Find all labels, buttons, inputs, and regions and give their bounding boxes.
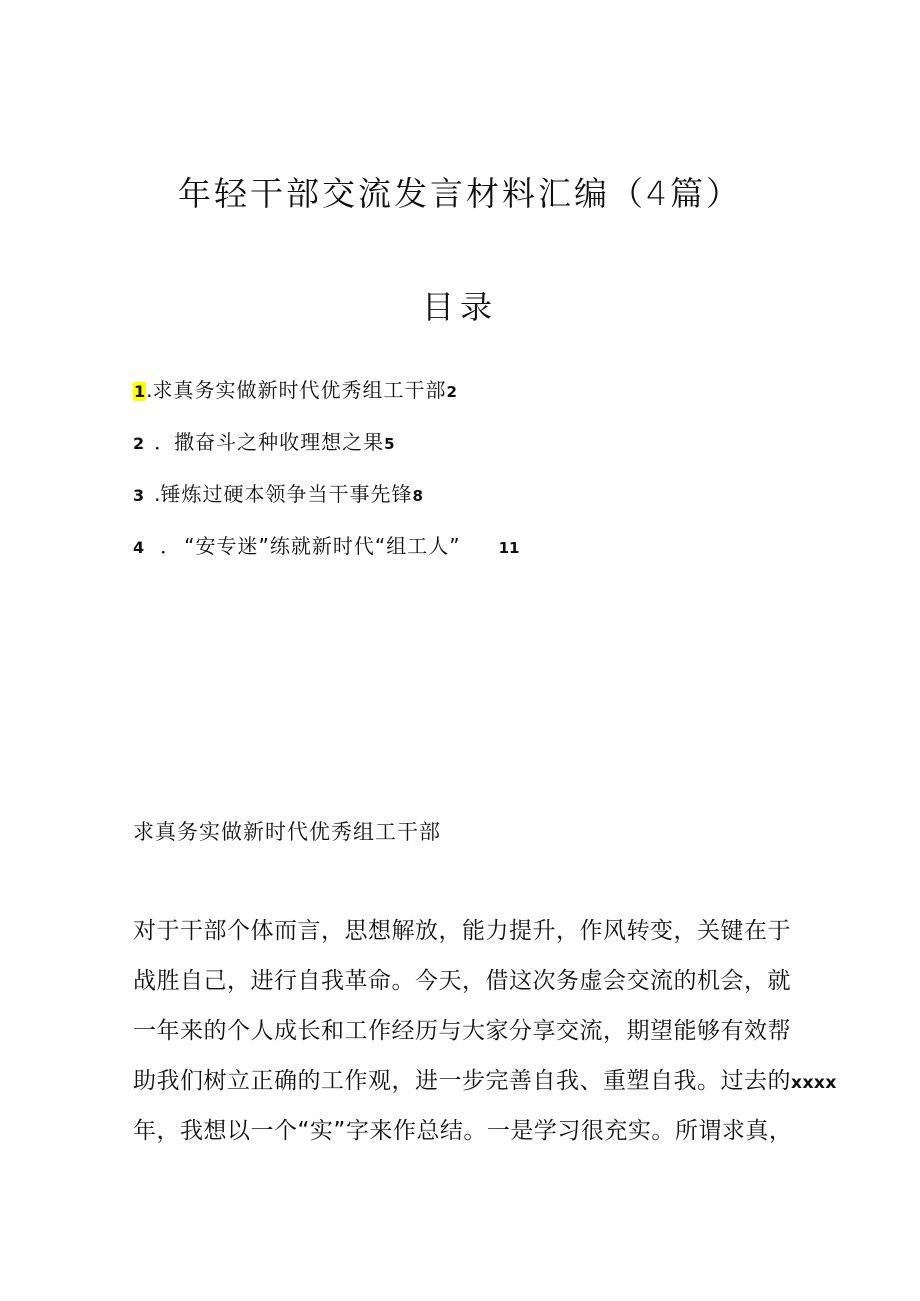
toc-number: 4 bbox=[133, 538, 145, 557]
toc-page-number: 11 bbox=[498, 539, 520, 557]
section-title: 求真务实做新时代优秀组工干部 bbox=[133, 820, 441, 844]
paragraph-line: 年，我想以一个“实”字来作总结。一是学习很充实。所谓求真， bbox=[133, 1118, 793, 1144]
toc-item-2[interactable] bbox=[133, 426, 395, 455]
toc-text: 求真务实做新时代优秀组工干部 bbox=[152, 378, 447, 402]
paragraph-line: 对于干部个体而言，思想解放，能力提升，作风转变，关键在于 bbox=[133, 918, 791, 944]
toc-text: “安专迷”练就新时代“组工人” bbox=[184, 534, 461, 558]
toc-item-4[interactable] bbox=[133, 530, 519, 559]
toc-separator: . bbox=[154, 482, 161, 506]
toc-page-number: 8 bbox=[412, 487, 423, 505]
paragraph-line-with-bold bbox=[133, 1062, 837, 1095]
toc-text: 锤炼过硬本领争当干事先锋 bbox=[160, 482, 413, 506]
toc-heading: 目录 bbox=[421, 288, 498, 326]
toc-separator: ． bbox=[160, 534, 181, 558]
toc-separator: ． bbox=[154, 430, 175, 454]
paragraph-line: 一年来的个人成长和工作经历与大家分享交流，期望能够有效帮 bbox=[133, 1018, 791, 1044]
toc-page-number: 5 bbox=[384, 435, 395, 453]
placeholder-bold-text: xxxx bbox=[791, 1073, 837, 1093]
toc-item-3[interactable] bbox=[133, 478, 423, 507]
toc-item-1[interactable] bbox=[133, 374, 457, 403]
toc-separator: . bbox=[146, 378, 153, 402]
paragraph-line-text: 助我们树立正确的工作观，进一步完善自我、重塑自我。过去的 bbox=[133, 1068, 791, 1094]
document-title: 年轻干部交流发言材料汇编（4篇） bbox=[178, 174, 742, 213]
toc-text: 撒奋斗之种收理想之果 bbox=[174, 430, 385, 454]
paragraph-line: 战胜自己，进行自我革命。今天，借这次务虚会交流的机会，就 bbox=[133, 968, 791, 994]
toc-page-number: 2 bbox=[446, 383, 457, 401]
toc-number: 3 bbox=[133, 486, 145, 505]
toc-number: 1 bbox=[134, 382, 146, 401]
toc-number: 2 bbox=[133, 434, 145, 453]
